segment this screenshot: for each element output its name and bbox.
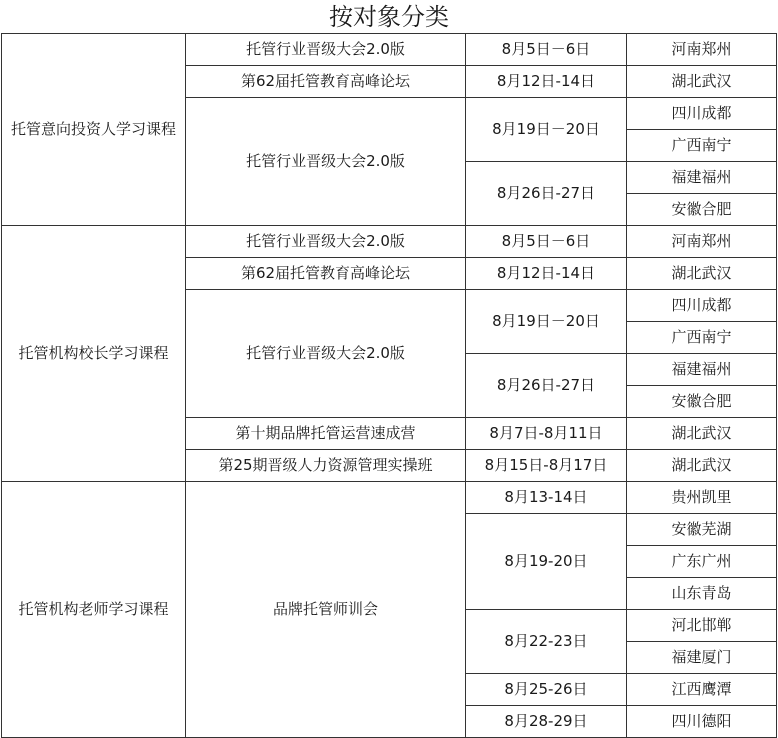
table-row — [2, 226, 777, 258]
city-cell: 湖北武汉 — [627, 66, 777, 98]
schedule-table — [1, 33, 777, 738]
date-cell: 8月19日－20日 — [466, 98, 627, 162]
city-cell: 安徽芜湖 — [627, 514, 777, 546]
date-cell: 8月28-29日 — [466, 706, 627, 738]
course-cell: 托管行业晋级大会2.0版 — [186, 290, 466, 418]
city-cell: 四川德阳 — [627, 706, 777, 738]
date-cell: 8月13-14日 — [466, 482, 627, 514]
city-cell: 湖北武汉 — [627, 418, 777, 450]
date-cell: 8月26日-27日 — [466, 354, 627, 418]
city-cell: 河南郑州 — [627, 226, 777, 258]
city-cell: 河南郑州 — [627, 34, 777, 66]
course-cell: 第十期品牌托管运营速成营 — [186, 418, 466, 450]
date-cell: 8月15日-8月17日 — [466, 450, 627, 482]
audience-cell: 托管意向投资人学习课程 — [2, 34, 186, 226]
course-cell: 第62届托管教育高峰论坛 — [186, 66, 466, 98]
course-cell: 托管行业晋级大会2.0版 — [186, 34, 466, 66]
date-cell: 8月22-23日 — [466, 610, 627, 674]
city-cell: 四川成都 — [627, 290, 777, 322]
date-cell: 8月19-20日 — [466, 514, 627, 610]
city-cell: 贵州凯里 — [627, 482, 777, 514]
city-cell: 安徽合肥 — [627, 194, 777, 226]
date-cell: 8月26日-27日 — [466, 162, 627, 226]
city-cell: 广西南宁 — [627, 322, 777, 354]
city-cell: 广西南宁 — [627, 130, 777, 162]
city-cell: 四川成都 — [627, 98, 777, 130]
table-row — [2, 34, 777, 66]
city-cell: 广东广州 — [627, 546, 777, 578]
schedule-table-body — [2, 34, 777, 738]
date-cell: 8月7日-8月11日 — [466, 418, 627, 450]
date-cell: 8月12日-14日 — [466, 66, 627, 98]
course-cell: 品牌托管师训会 — [186, 482, 466, 738]
date-cell: 8月5日－6日 — [466, 34, 627, 66]
date-cell: 8月25-26日 — [466, 674, 627, 706]
city-cell: 福建福州 — [627, 162, 777, 194]
course-cell: 托管行业晋级大会2.0版 — [186, 98, 466, 226]
city-cell: 福建福州 — [627, 354, 777, 386]
course-cell: 托管行业晋级大会2.0版 — [186, 226, 466, 258]
city-cell: 福建厦门 — [627, 642, 777, 674]
city-cell: 河北邯郸 — [627, 610, 777, 642]
city-cell: 安徽合肥 — [627, 386, 777, 418]
course-cell: 第25期晋级人力资源管理实操班 — [186, 450, 466, 482]
city-cell: 湖北武汉 — [627, 258, 777, 290]
table-row — [2, 482, 777, 514]
date-cell: 8月5日－6日 — [466, 226, 627, 258]
course-cell: 第62届托管教育高峰论坛 — [186, 258, 466, 290]
page-title: 按对象分类 — [329, 3, 449, 31]
city-cell: 山东青岛 — [627, 578, 777, 610]
audience-cell: 托管机构校长学习课程 — [2, 226, 186, 482]
date-cell: 8月19日－20日 — [466, 290, 627, 354]
audience-cell: 托管机构老师学习课程 — [2, 482, 186, 738]
date-cell: 8月12日-14日 — [466, 258, 627, 290]
city-cell: 湖北武汉 — [627, 450, 777, 482]
city-cell: 江西鹰潭 — [627, 674, 777, 706]
